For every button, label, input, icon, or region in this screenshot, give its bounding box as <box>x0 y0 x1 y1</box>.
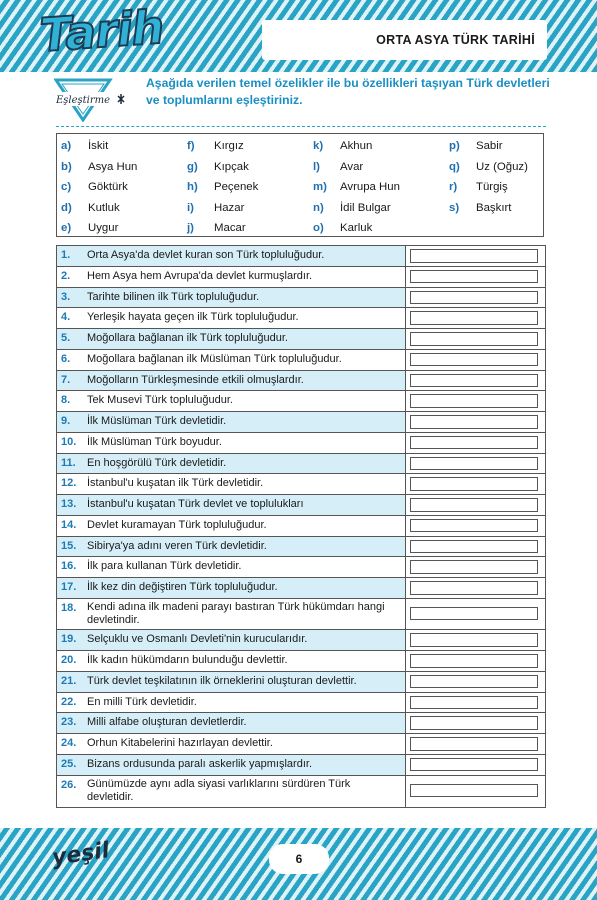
question-text: Moğolların Türkleşmesinde etkili olmuşlardır. <box>87 373 304 386</box>
option-key: j) <box>187 222 194 234</box>
question-text: Günümüzde aynı adla siyasi varlıklarını sürdüren Türk devletidir. <box>87 777 351 803</box>
question-cell <box>57 755 406 775</box>
option-value: Karluk <box>340 222 373 234</box>
option-item <box>187 159 249 175</box>
option-item <box>313 159 363 175</box>
option-value: Peçenek <box>214 181 259 193</box>
option-item <box>61 159 137 175</box>
question-number: 6. <box>61 352 71 365</box>
question-cell <box>57 288 406 308</box>
question-text: İlk Müslüman Türk devletidir. <box>87 415 227 427</box>
question-row <box>57 516 545 537</box>
option-key: f) <box>187 140 195 152</box>
option-item <box>187 138 244 154</box>
question-text: En hoşgörülü Türk devletidir. <box>87 456 227 469</box>
question-cell <box>57 672 406 692</box>
question-number: 8. <box>61 394 71 407</box>
question-number: 23. <box>61 716 77 729</box>
dashed-divider <box>56 126 546 127</box>
option-key: k) <box>313 140 324 152</box>
question-cell <box>57 308 406 328</box>
question-cell <box>57 713 406 733</box>
answer-box[interactable] <box>410 737 538 751</box>
question-text: Sibirya'ya adını veren Türk devletidir. <box>87 539 267 552</box>
option-key: c) <box>61 181 72 193</box>
question-cell <box>57 267 406 287</box>
tarih-logo: Tarih <box>38 0 165 63</box>
option-value: Başkırt <box>476 201 512 214</box>
option-key: l) <box>313 160 320 173</box>
question-text: Orhun Kitabelerini hazırlayan devlettir. <box>87 737 273 749</box>
question-cell <box>57 776 406 808</box>
question-row <box>57 267 545 288</box>
option-value: Uz (Oğuz) <box>476 160 528 173</box>
answer-box[interactable] <box>410 291 538 305</box>
option-item <box>313 138 372 154</box>
answer-box[interactable] <box>410 581 538 595</box>
question-number: 15. <box>61 539 77 552</box>
answer-box[interactable] <box>410 394 538 408</box>
option-item <box>313 200 391 216</box>
option-value: Hazar <box>214 201 245 214</box>
question-row <box>57 329 545 350</box>
option-key: a) <box>61 140 72 152</box>
answer-box[interactable] <box>410 784 538 798</box>
question-row <box>57 537 545 558</box>
option-value: Kırgız <box>214 140 244 152</box>
question-text: Kendi adına ilk madeni parayı bastıran Türk hükümdarı hangi devletindir. <box>87 600 385 627</box>
question-cell <box>57 371 406 391</box>
question-text: İlk Müslüman Türk boyudur. <box>87 435 222 448</box>
question-cell <box>57 329 406 349</box>
question-text: Hem Asya hem Avrupa'da devlet kurmuşlardır. <box>87 269 313 282</box>
answer-box[interactable] <box>410 519 538 533</box>
question-text: Orta Asya'da devlet kuran son Türk topluluğudur. <box>87 249 325 261</box>
question-row <box>57 693 545 714</box>
question-cell <box>57 516 406 536</box>
option-key: p) <box>449 140 460 152</box>
question-row <box>57 454 545 475</box>
question-number: 13. <box>61 498 77 510</box>
question-cell <box>57 557 406 577</box>
answer-box[interactable] <box>410 540 538 554</box>
question-row <box>57 578 545 599</box>
question-row <box>57 371 545 392</box>
question-text: Türk devlet teşkilatının ilk örneklerini oluşturan devlettir. <box>87 674 357 687</box>
question-text: Moğollara bağlanan ilk Müslüman Türk topluluğudur. <box>87 352 342 365</box>
question-number: 2. <box>61 269 71 282</box>
question-number: 4. <box>61 311 71 324</box>
question-text: Milli alfabe oluşturan devletlerdir. <box>87 716 247 729</box>
question-number: 17. <box>61 581 77 593</box>
question-cell <box>57 630 406 650</box>
option-value: Türgiş <box>476 181 508 193</box>
option-value: Akhun <box>340 140 373 152</box>
answer-box[interactable] <box>410 560 538 574</box>
question-row <box>57 672 545 693</box>
option-value: Macar <box>214 222 246 234</box>
option-value: Göktürk <box>88 181 128 193</box>
question-number: 22. <box>61 695 77 708</box>
question-row <box>57 776 545 808</box>
question-text: İlk para kullanan Türk devletidir. <box>87 560 242 573</box>
question-text: İlk kadın hükümdarın bulunduğu devlettir. <box>87 654 288 666</box>
question-cell <box>57 693 406 713</box>
question-row <box>57 308 545 329</box>
question-number: 5. <box>61 332 71 344</box>
answer-box[interactable] <box>410 675 538 689</box>
answer-box[interactable] <box>410 633 538 647</box>
question-row <box>57 713 545 734</box>
question-row <box>57 734 545 755</box>
question-text: Tek Musevi Türk topluluğudur. <box>87 394 233 407</box>
activity-badge <box>54 78 132 122</box>
answer-box[interactable] <box>410 758 538 772</box>
option-key: e) <box>61 222 72 234</box>
option-key: n) <box>313 201 324 214</box>
question-text: Yerleşik hayata geçen ilk Türk topluluğudur. <box>87 311 299 324</box>
option-key: s) <box>449 201 460 214</box>
question-text: Tarihte bilinen ilk Türk topluluğudur. <box>87 290 260 303</box>
question-row <box>57 288 545 309</box>
option-value: Avrupa Hun <box>340 181 400 193</box>
question-cell <box>57 412 406 432</box>
question-text: Bizans ordusunda paralı askerlik yapmışlardır. <box>87 757 312 770</box>
answer-box[interactable] <box>410 607 538 621</box>
question-text: İstanbul'u kuşatan Türk devlet ve toplulukları <box>87 498 304 510</box>
instruction-text: Aşağıda verilen temel özelikler ile bu özellikleri taşıyan Türk devletleri ve toplumlarını eşleştiriniz. <box>146 76 550 107</box>
svg-text:Eşleştirme: Eşleştirme <box>55 95 111 106</box>
page-title: ORTA ASYA TÜRK TARİHİ <box>376 33 535 47</box>
answer-box[interactable] <box>410 353 538 367</box>
option-key: d) <box>61 201 72 214</box>
question-cell <box>57 734 406 754</box>
option-key: b) <box>61 160 72 173</box>
question-number: 16. <box>61 560 77 573</box>
option-value: Uygur <box>88 222 119 234</box>
option-item <box>187 179 258 195</box>
question-cell <box>57 454 406 474</box>
page-title-box <box>262 20 547 60</box>
option-key: m) <box>313 181 327 193</box>
answer-box[interactable] <box>410 374 538 388</box>
question-row <box>57 557 545 578</box>
question-number: 3. <box>61 290 71 303</box>
options-box <box>56 133 544 237</box>
option-key: i) <box>187 201 194 214</box>
option-value: Avar <box>340 160 364 173</box>
question-row <box>57 246 545 267</box>
question-row <box>57 630 545 651</box>
question-row <box>57 350 545 371</box>
question-text: İlk kez din değiştiren Türk topluluğudur. <box>87 581 278 593</box>
option-item <box>449 138 503 154</box>
question-number: 18. <box>61 601 77 614</box>
question-cell <box>57 537 406 557</box>
answer-box[interactable] <box>410 332 538 346</box>
option-item <box>449 159 528 175</box>
question-text: İstanbul'u kuşatan ilk Türk devletidir. <box>87 477 264 490</box>
option-key: h) <box>187 181 198 193</box>
option-item <box>61 200 120 216</box>
question-cell <box>57 246 406 266</box>
option-item <box>313 179 400 195</box>
question-row <box>57 433 545 454</box>
question-text: Selçuklu ve Osmanlı Devleti'nin kurucularıdır. <box>87 633 308 646</box>
question-number: 10. <box>61 435 77 448</box>
option-item <box>187 200 244 216</box>
question-cell <box>57 651 406 671</box>
question-text: En milli Türk devletidir. <box>87 695 197 708</box>
answer-box[interactable] <box>410 311 538 325</box>
question-cell <box>57 433 406 453</box>
answer-box[interactable] <box>410 270 538 284</box>
answer-box[interactable] <box>410 498 538 512</box>
page-number: 6 <box>295 852 303 866</box>
answer-box[interactable] <box>410 696 538 710</box>
questions-table <box>56 245 546 808</box>
question-number: 21. <box>61 674 77 687</box>
option-value: Asya Hun <box>88 160 138 173</box>
answer-box[interactable] <box>410 249 538 263</box>
option-key: o) <box>313 222 324 234</box>
option-value: Kıpçak <box>214 160 249 173</box>
question-row <box>57 474 545 495</box>
page-number-box <box>269 844 329 874</box>
option-item <box>313 220 372 236</box>
option-item <box>449 200 511 216</box>
question-number: 1. <box>61 249 71 261</box>
option-key: r) <box>449 181 458 193</box>
question-row <box>57 651 545 672</box>
question-row <box>57 412 545 433</box>
answer-box[interactable] <box>410 654 538 668</box>
question-number: 26. <box>61 778 77 791</box>
answer-box[interactable] <box>410 477 538 491</box>
question-number: 11. <box>61 456 76 469</box>
option-item <box>187 220 246 236</box>
question-cell <box>57 350 406 370</box>
option-item <box>61 179 128 195</box>
question-row <box>57 755 545 776</box>
option-item <box>449 179 508 195</box>
question-text: Moğollara bağlanan ilk Türk topluluğudur. <box>87 332 288 344</box>
option-value: İdil Bulgar <box>340 201 391 214</box>
brand-logo: yeşil <box>50 838 111 871</box>
question-cell <box>57 391 406 411</box>
question-number: 25. <box>61 757 77 770</box>
option-value: Kutluk <box>88 201 120 214</box>
question-number: 7. <box>61 373 71 386</box>
answer-box[interactable] <box>410 716 538 730</box>
option-value: İskit <box>88 140 109 152</box>
question-row <box>57 495 545 516</box>
option-item <box>61 220 118 236</box>
question-cell <box>57 474 406 494</box>
question-number: 14. <box>61 518 77 531</box>
option-value: Sabir <box>476 140 503 152</box>
option-item <box>61 138 108 154</box>
triangle-badge-icon <box>54 78 132 122</box>
question-cell <box>57 578 406 598</box>
answer-box[interactable] <box>410 415 538 429</box>
option-key: g) <box>187 160 198 173</box>
question-cell <box>57 495 406 515</box>
question-row <box>57 391 545 412</box>
question-number: 19. <box>61 633 77 646</box>
question-number: 12. <box>61 477 77 490</box>
answer-box[interactable] <box>410 436 538 450</box>
question-cell <box>57 599 406 630</box>
question-text: Devlet kuramayan Türk topluluğudur. <box>87 518 267 531</box>
question-row <box>57 599 545 631</box>
question-number: 9. <box>61 415 71 427</box>
option-key: q) <box>449 160 460 173</box>
question-number: 20. <box>61 654 77 666</box>
question-number: 24. <box>61 737 77 749</box>
answer-box[interactable] <box>410 457 538 471</box>
